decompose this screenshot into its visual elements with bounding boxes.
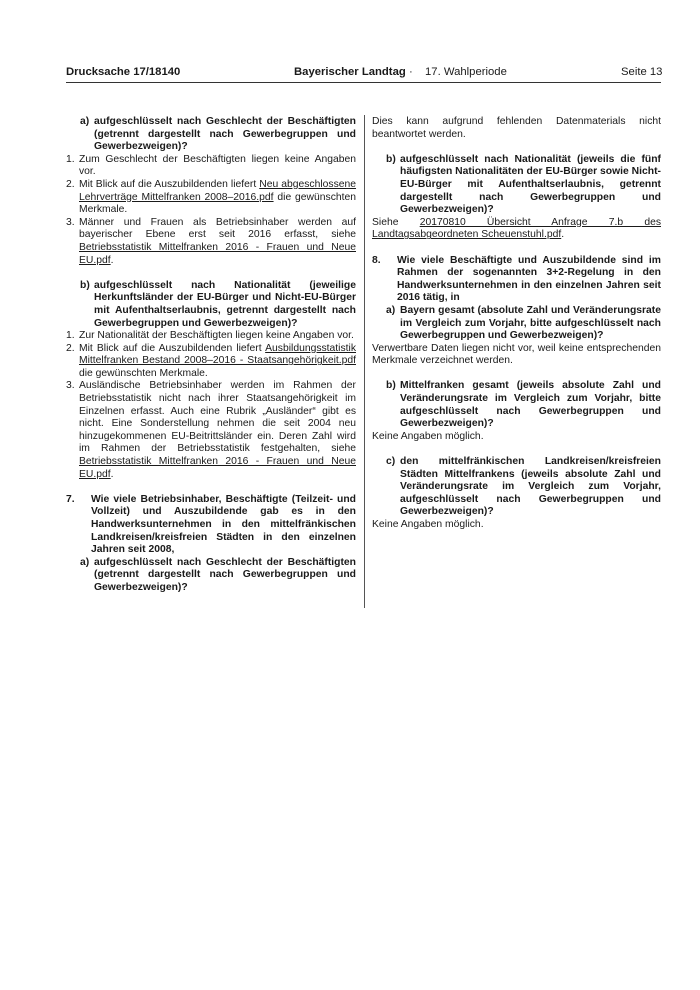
document-number: Drucksache 17/18140 [66, 66, 181, 78]
question-7b: b) aufgeschlüsselt nach Nationalität (jeweils die fünf häufigsten Nationalitäten der EU-Bürger sowie Nicht-EU-Bürger mit Aufenthaltserlaubnis, getrennt dargestellt nach Gewerbegruppen und Gewerbezweigen)? [386, 153, 661, 216]
attachment-link[interactable]: Betriebsstatistik Mittelfranken 2016 - Frauen und Neue EU.pdf [79, 241, 356, 266]
answer-8b: Keine Angaben möglich. [372, 430, 484, 442]
attachment-link[interactable]: Ausbildungsstatistik Mittelfranken Bestand 2008–2016 - Staatsangehörigkeit.pdf [79, 342, 356, 367]
answer-6b-1: 1. Zur Nationalität der Beschäftigten liegen keine Angaben vor. [66, 330, 354, 342]
legislative-period: 17. Wahlperiode [425, 66, 507, 78]
answer-6b-3: 3. Ausländische Betriebsinhaber werden im Rahmen der Betriebsstatistik nicht nach ihrer Staatsangehörigkeit im Einzelnen erfasst. Auch eine Rubrik „Ausländer“ gibt es nicht. Eine Sonderstellung nehmen die seit 2004 neu hinzugekommenen EU-Beitrittsländer ein. Deren Zahl wird im Rahmen der Betriebsstatistik festgehalten, siehe Betriebsstatistik Mittelfranken 2016 - Frauen und Neue EU.pdf. [66, 380, 356, 480]
question-8a: a) Bayern gesamt (absolute Zahl und Veränderungsrate im Vergleich zum Vorjahr, bitte aufgeschlüsselt nach Gewerbegruppen und Gewerbezweigen)? [386, 304, 661, 342]
header-rule [66, 82, 661, 83]
attachment-link[interactable]: 20170810 Übersicht Anfrage 7.b des Landtagsabgeordneten Scheuenstuhl.pdf [372, 216, 661, 241]
question-6b: b) aufgeschlüsselt nach Nationalität (jeweilige Herkunftsländer der EU-Bürger und Nicht-EU-Bürger mit Aufenthaltserlaubnis, getrennt dargestellt nach Gewerbegruppen und Gewerbezweigen)? [80, 279, 356, 329]
question-8b: b) Mittelfranken gesamt (jeweils absolute Zahl und Veränderungsrate im Vergleich zum Vorjahr, bitte aufgeschlüsselt nach Gewerbegruppen und Gewerbezweigen)? [386, 380, 661, 430]
answer-7b: Siehe 20170810 Übersicht Anfrage 7.b des Landtagsabgeordneten Scheuenstuhl.pdf. [372, 216, 661, 241]
page-number: Seite 13 [621, 66, 663, 78]
answer-8a: Verwertbare Daten liegen nicht vor, weil keine entsprechenden Merkmale verzeichnet werden. [372, 342, 661, 367]
question-6a: a) aufgeschlüsselt nach Geschlecht der Beschäftigten (getrennt dargestellt nach Gewerbegruppen und Gewerbezweigen)? [80, 116, 356, 153]
attachment-link[interactable]: Neu abgeschlossene Lehrverträge Mittelfranken 2008–2016.pdf [79, 178, 357, 203]
attachment-link[interactable]: Betriebsstatistik Mittelfranken 2016 - Frauen und Neue EU.pdf [79, 456, 356, 480]
left-column [66, 116, 356, 595]
right-column [372, 116, 661, 532]
column-divider [364, 115, 365, 608]
answer-6a-3: 3. Männer und Frauen als Betriebsinhaber werden auf bayerischer Ebene erst seit 2016 erfasst, siehe Betriebsstatistik Mittelfranken 2016 - Frauen und Neue EU.pdf. [66, 216, 356, 266]
question-7a: a) aufgeschlüsselt nach Geschlecht der Beschäftigten (getrennt dargestellt nach Gewerbegruppen und Gewerbezweigen)? [80, 556, 356, 593]
question-8: 8. Wie viele Beschäftigte und Auszubildende sind im Rahmen der sogenannten 3+2-Regelung in den Handwerksunternehmen in den einzelnen Jahren seit 2016 tätig, in [372, 254, 661, 304]
question-8c: c) den mittelfränkischen Landkreisen/kreisfreien Städten Mittelfrankens (jeweils absolute Zahl und Veränderungsrate im Vergleich zum Vorjahr, aufgeschlüsselt nach Gewerbegruppen und Gewerbezweigen)? [386, 456, 661, 518]
question-7: 7. Wie viele Betriebsinhaber, Beschäftigte (Teilzeit- und Vollzeit) und Auszubildende gab es in den Handwerksunternehmen in den mittelfränkischen Landkreisen/kreisfreien Städten in den einzelnen Jahren seit 2008, [66, 493, 356, 556]
header-separator: · [409, 66, 413, 78]
answer-7a: Dies kann aufgrund fehlenden Datenmaterials nicht beantwortet werden. [372, 116, 661, 140]
answer-6a-2: 2. Mit Blick auf die Auszubildenden liefert Neu abgeschlossene Lehrverträge Mittelfranken 2008–2016.pdf die gewünschten Merkmale. [66, 178, 357, 216]
answer-6b-2: 2. Mit Blick auf die Auszubildenden liefert Ausbildungsstatistik Mittelfranken Bestand 2008–2016 - Staatsangehörigkeit.pdf die gewünschten Merkmale. [66, 342, 356, 379]
answer-6a-1: 1. Zum Geschlecht der Beschäftigten liegen keine Angaben vor. [66, 153, 356, 178]
answer-8c: Keine Angaben möglich. [372, 519, 484, 530]
parliament-name: Bayerischer Landtag [294, 66, 406, 78]
